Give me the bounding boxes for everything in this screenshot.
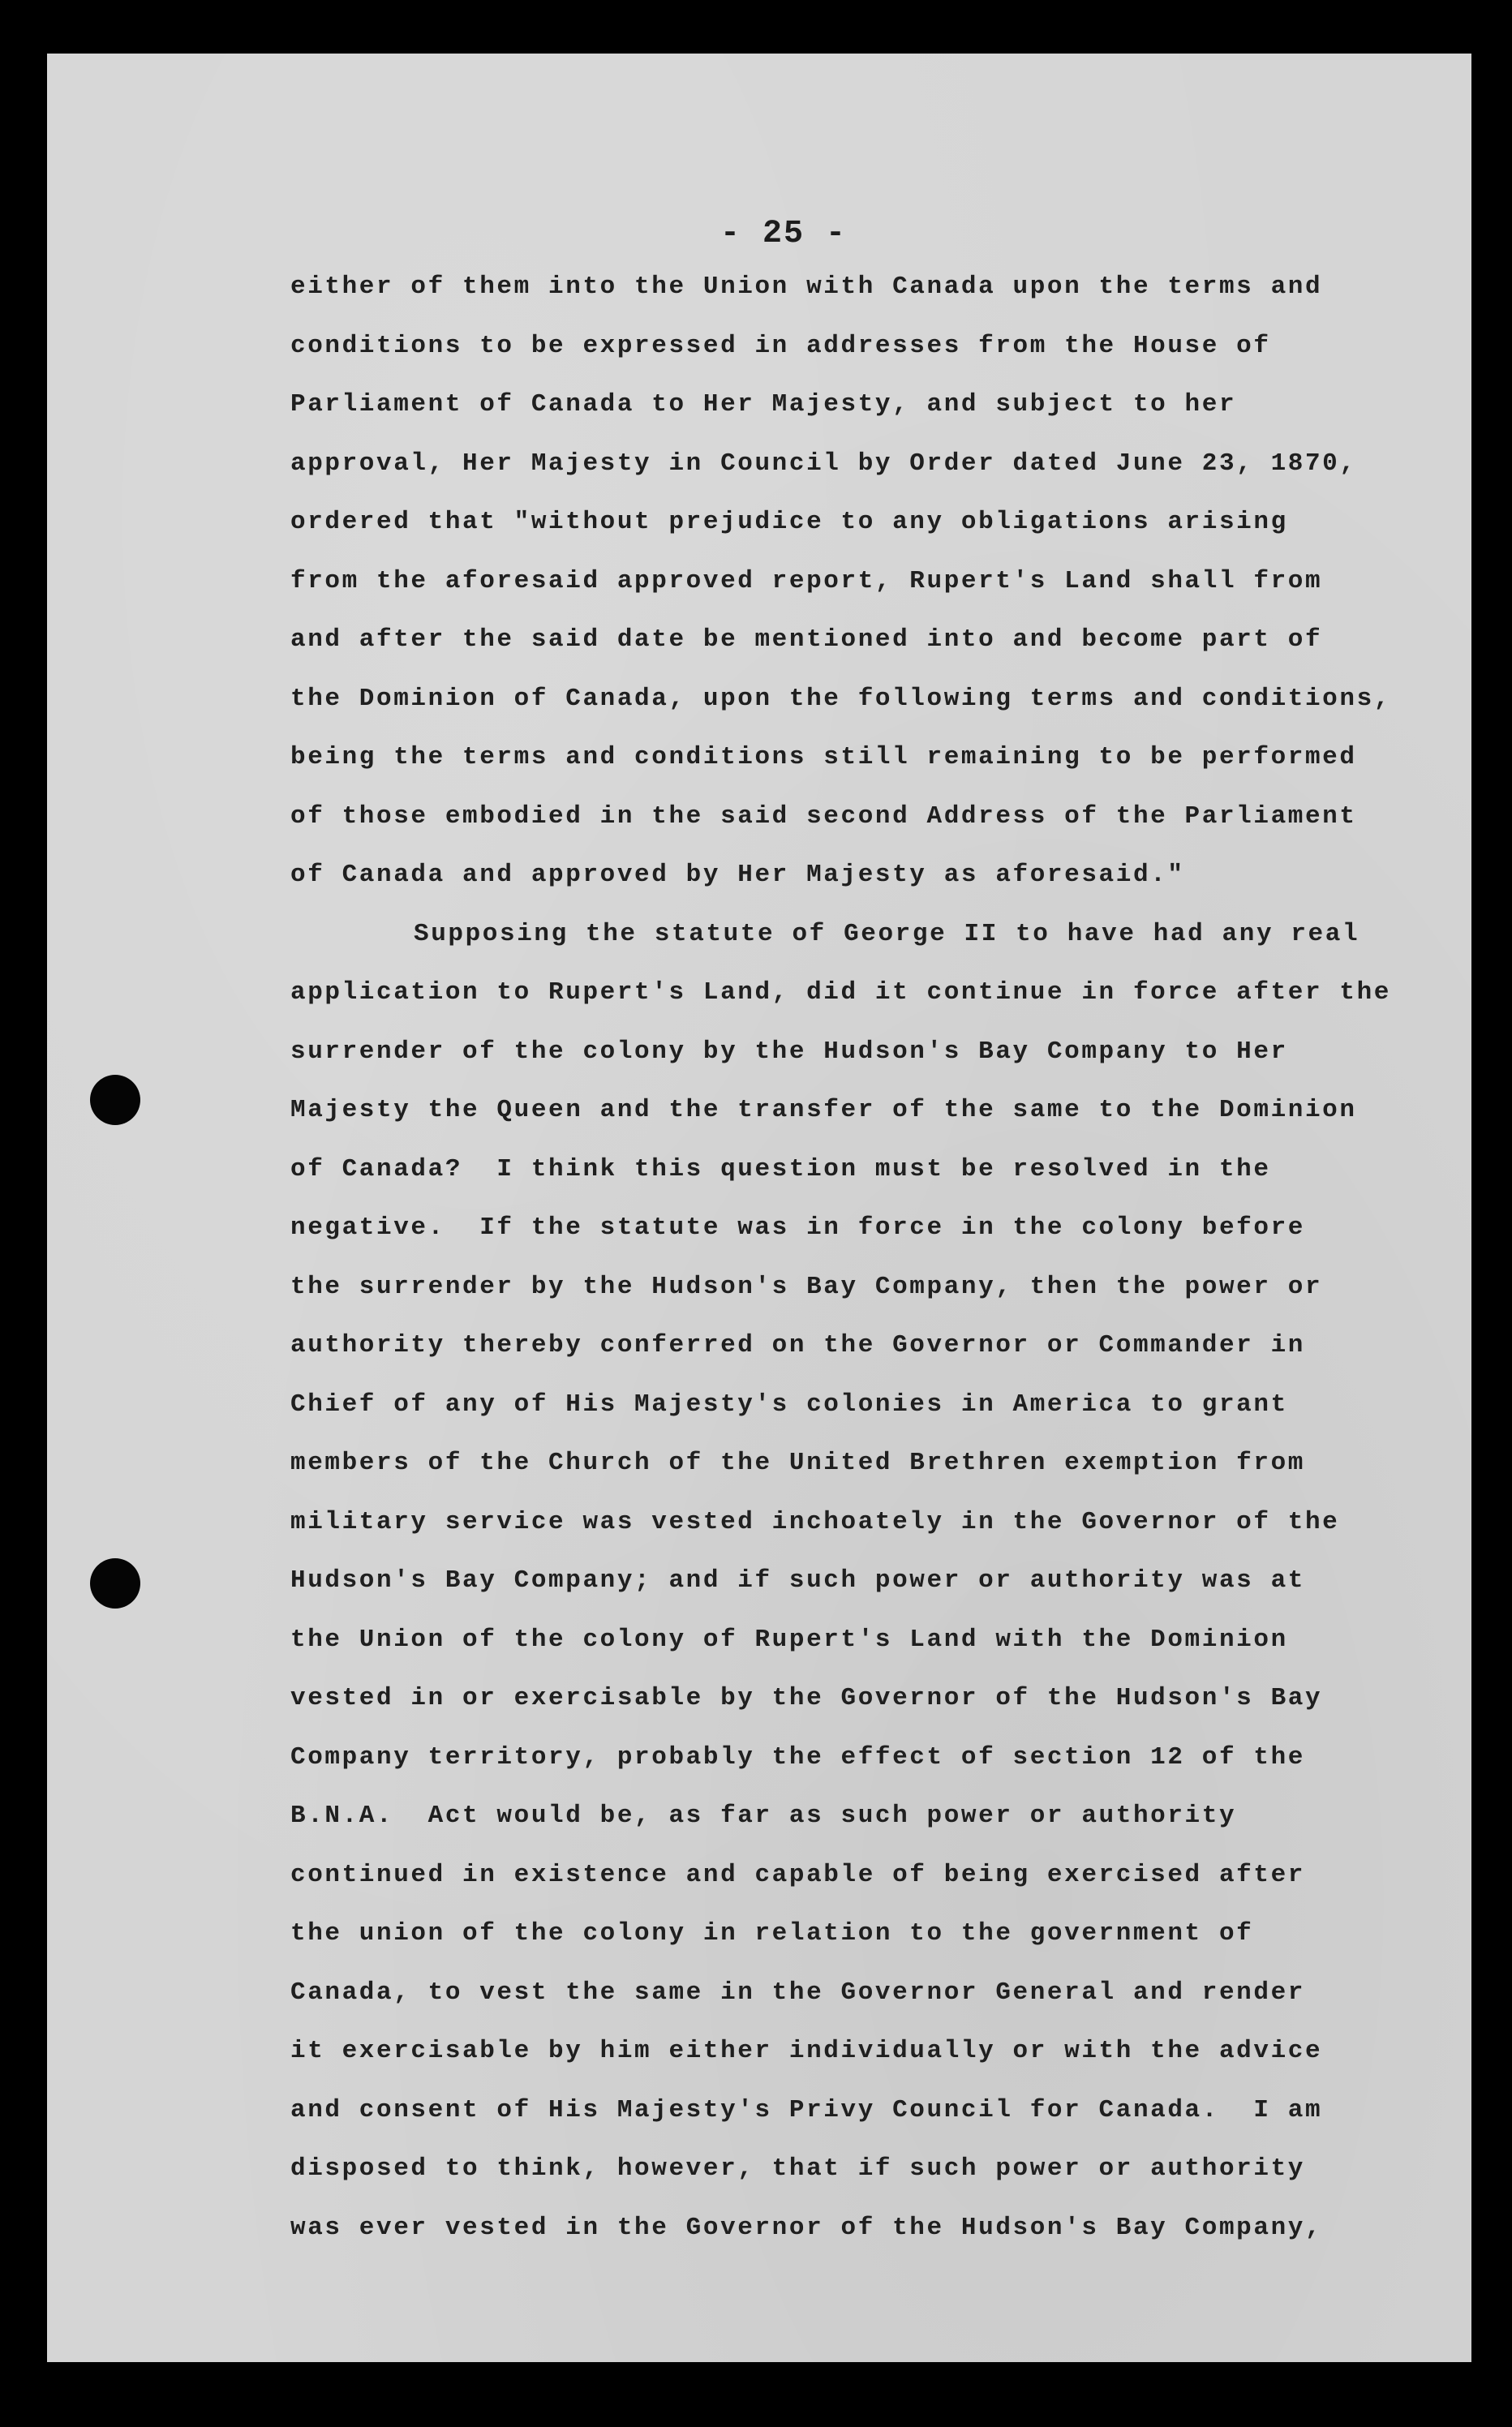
text-line: Chief of any of His Majesty's colonies in America to grant (290, 1390, 1288, 1419)
text-line: Company territory, probably the effect of section 12 of the (290, 1742, 1305, 1772)
text-line: it exercisable by him either individually or with the advice (290, 2037, 1323, 2065)
text-line: was ever vested in the Governor of the Hudson's Bay Company, (290, 2213, 1323, 2242)
text-line: Canada, to vest the same in the Governor General and render (290, 1978, 1305, 2007)
text-line: the Union of the colony of Rupert's Land with the Dominion (290, 1625, 1288, 1654)
paragraph-first-line: Supposing the statute of George II to have had any real (414, 919, 1360, 948)
text-line: continued in existence and capable of being exercised after (290, 1860, 1305, 1889)
text-line: approval, Her Majesty in Council by Order dated June 23, 1870, (290, 449, 1357, 478)
text-line: disposed to think, however, that if such power or authority (290, 2154, 1305, 2183)
page-number: - 25 - (719, 216, 848, 252)
text-line: of Canada and approved by Her Majesty as aforesaid." (290, 861, 1185, 889)
text-line: surrender of the colony by the Hudson's Bay Company to Her (290, 1037, 1288, 1066)
text-line: Majesty the Queen and the transfer of the same to the Dominion (290, 1096, 1357, 1124)
text-line: either of them into the Union with Canada upon the terms and (290, 273, 1323, 301)
text-line: the union of the colony in relation to the government of (290, 1919, 1254, 1948)
text-line: vested in or exercisable by the Governor of the Hudson's Bay (290, 1684, 1323, 1712)
text-line: from the aforesaid approved report, Rupert's Land shall from (290, 566, 1323, 595)
punch-hole (90, 1558, 140, 1609)
text-line: the Dominion of Canada, upon the following terms and conditions, (290, 684, 1391, 713)
punch-hole (90, 1075, 140, 1125)
text-line: negative. If the statute was in force in the colony before (290, 1214, 1305, 1242)
text-line: application to Rupert's Land, did it continue in force after the (290, 978, 1391, 1007)
text-line: authority thereby conferred on the Governor or Commander in (290, 1331, 1305, 1360)
text-line: and after the said date be mentioned into and become part of (290, 625, 1323, 654)
text-line: of those embodied in the said second Address of the Parliament (290, 801, 1357, 831)
text-line: members of the Church of the United Brethren exemption from (290, 1449, 1305, 1477)
text-line: of Canada? I think this question must be resolved in the (290, 1154, 1271, 1183)
text-line: military service was vested inchoately in the Governor of the (290, 1507, 1340, 1536)
text-line: the surrender by the Hudson's Bay Company, then the power or (290, 1272, 1323, 1301)
text-line: conditions to be expressed in addresses from the House of (290, 331, 1271, 360)
text-line: being the terms and conditions still remaining to be performed (290, 743, 1357, 771)
body-text (290, 258, 1458, 2257)
text-line: Hudson's Bay Company; and if such power or authority was at (290, 1566, 1305, 1595)
text-line: Parliament of Canada to Her Majesty, and subject to her (290, 390, 1237, 419)
text-line: B.N.A. Act would be, as far as such power or authority (290, 1802, 1237, 1830)
text-line: and consent of His Majesty's Privy Council for Canada. I am (290, 2095, 1323, 2124)
document-page (47, 54, 1471, 2362)
text-line: ordered that "without prejudice to any obligations arising (290, 508, 1288, 536)
